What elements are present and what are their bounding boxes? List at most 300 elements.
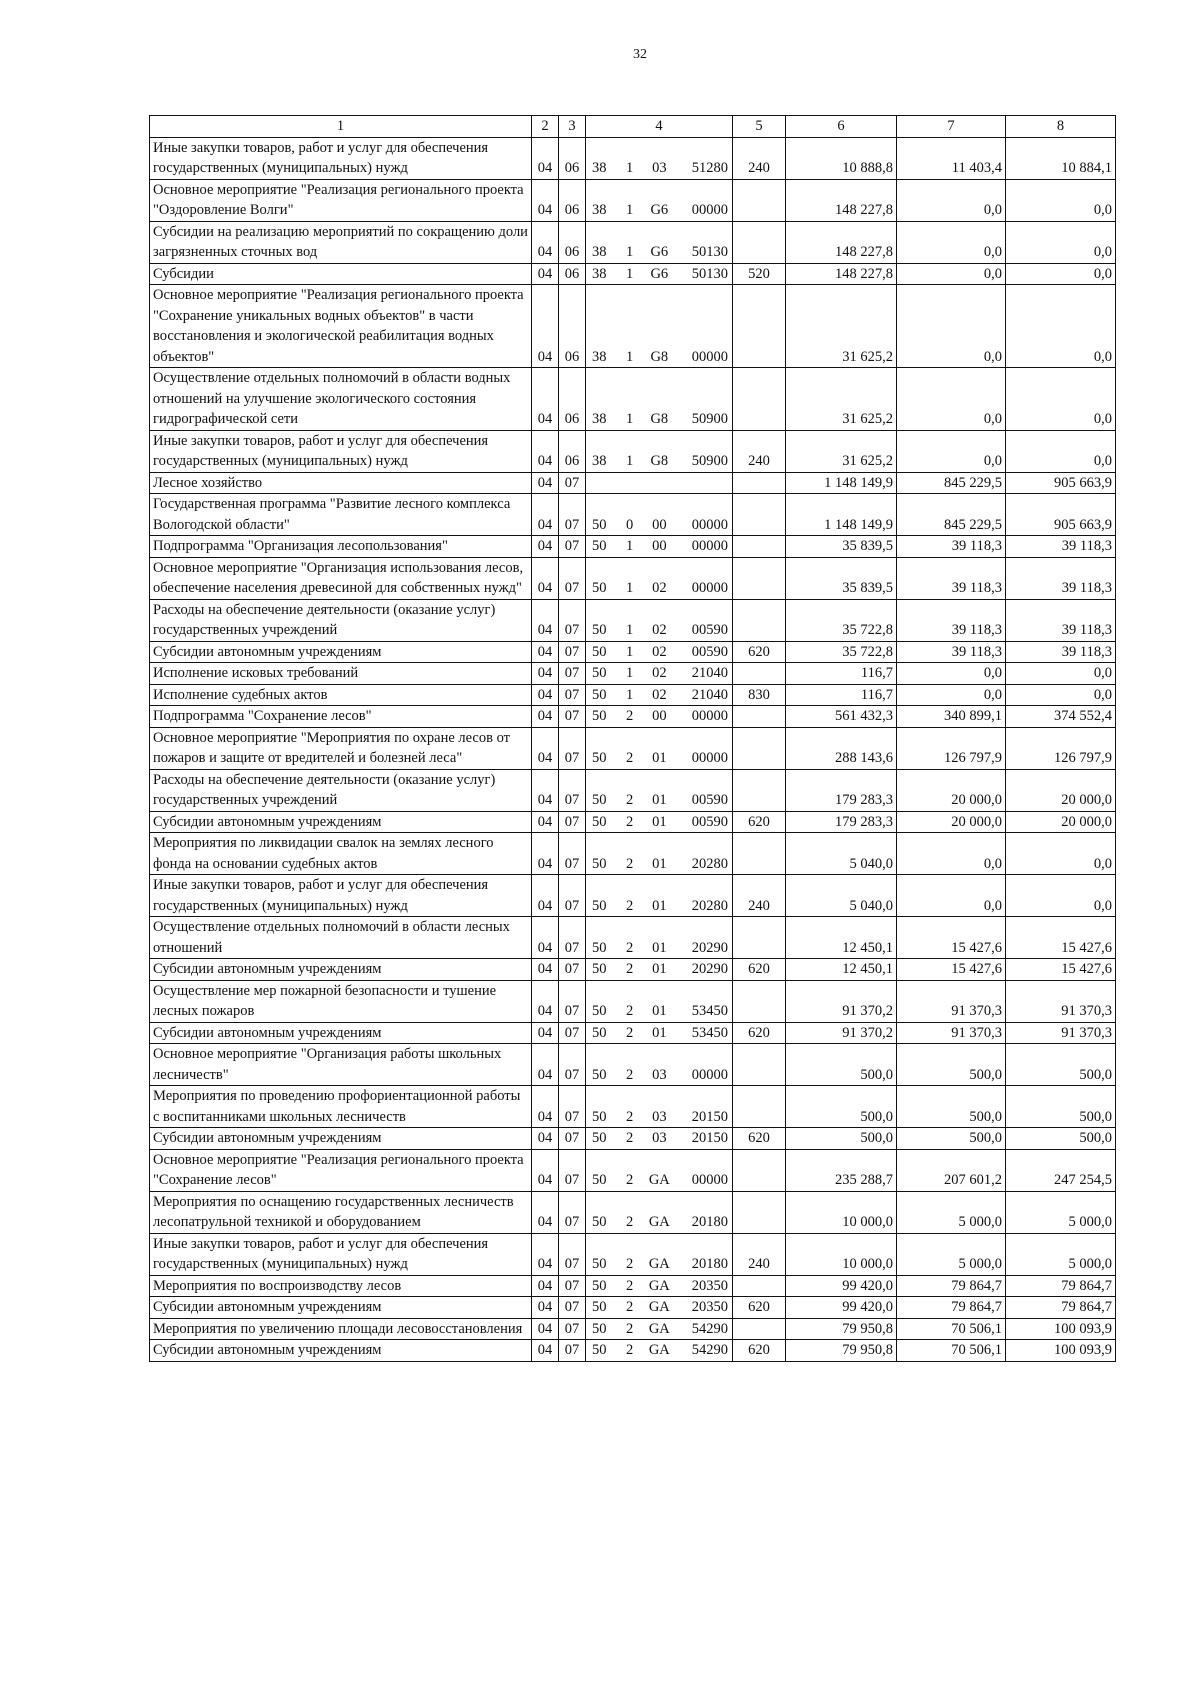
target-article-code <box>586 811 733 833</box>
section-code: 04 <box>532 875 559 917</box>
section-code: 04 <box>532 1191 559 1233</box>
table-row <box>150 1022 1116 1044</box>
expense-type-code: 830 <box>733 684 786 706</box>
subsection-code: 06 <box>559 221 586 263</box>
row-name: Государственная программа "Развитие лесного комплекса Вологодской области" <box>150 494 532 536</box>
table-row <box>150 137 1116 179</box>
row-name: Подпрограмма "Сохранение лесов" <box>150 706 532 728</box>
amount-year-3: 0,0 <box>1006 833 1116 875</box>
row-name: Лесное хозяйство <box>150 472 532 494</box>
code-activity: 01 <box>652 939 667 956</box>
code-program: 50 <box>592 897 607 914</box>
amount-year-1: 12 450,1 <box>786 959 897 981</box>
code-direction: 20350 <box>691 1277 728 1294</box>
table-row <box>150 663 1116 685</box>
code-activity: 01 <box>652 1024 667 1041</box>
expense-type-code: 620 <box>733 959 786 981</box>
table-row <box>150 1340 1116 1362</box>
expense-type-code <box>733 368 786 431</box>
amount-year-1: 116,7 <box>786 684 897 706</box>
code-subprogram: 1 <box>626 348 634 365</box>
code-activity: 01 <box>652 1003 667 1019</box>
target-article-code <box>586 684 733 706</box>
code-activity: G8 <box>650 453 669 469</box>
expense-type-code: 620 <box>733 1128 786 1150</box>
section-code: 04 <box>532 285 559 368</box>
target-article-code <box>586 472 733 494</box>
target-article-code <box>586 917 733 959</box>
row-name: Субсидии автономным учреждениям <box>150 1297 532 1319</box>
row-name: Расходы на обеспечение деятельности (оказание услуг) государственных учреждений <box>150 769 532 811</box>
section-code: 04 <box>532 1086 559 1128</box>
amount-year-3: 10 884,1 <box>1006 137 1116 179</box>
code-program: 50 <box>592 1277 607 1294</box>
amount-year-3: 500,0 <box>1006 1128 1116 1150</box>
amount-year-2: 5 000,0 <box>897 1191 1006 1233</box>
section-code: 04 <box>532 706 559 728</box>
row-name: Основное мероприятие "Реализация регионального проекта "Сохранение уникальных водных объектов" в части восстановления и экологической реабилитация водных объектов" <box>150 285 532 368</box>
amount-year-2: 845 229,5 <box>897 472 1006 494</box>
code-program: 38 <box>592 244 607 260</box>
expense-type-code: 520 <box>733 263 786 285</box>
code-subprogram: 1 <box>626 244 634 260</box>
code-program: 50 <box>592 1342 607 1358</box>
section-code: 04 <box>532 557 559 599</box>
code-activity: 01 <box>652 961 667 977</box>
row-name: Субсидии автономным учреждениям <box>150 1128 532 1150</box>
row-name: Субсидии автономным учреждениям <box>150 959 532 981</box>
section-code: 04 <box>532 684 559 706</box>
target-article-code <box>586 1233 733 1275</box>
target-article-code <box>586 1297 733 1319</box>
table-row <box>150 769 1116 811</box>
section-code: 04 <box>532 1149 559 1191</box>
expense-type-code <box>733 663 786 685</box>
target-article-code <box>586 875 733 917</box>
code-program: 50 <box>592 1320 607 1337</box>
amount-year-1: 35 839,5 <box>786 536 897 558</box>
code-subprogram: 2 <box>626 897 634 914</box>
table-row <box>150 980 1116 1022</box>
code-direction: 54290 <box>691 1342 728 1358</box>
subsection-code: 07 <box>559 684 586 706</box>
amount-year-2: 70 506,1 <box>897 1318 1006 1340</box>
column-header: 4 <box>586 116 733 138</box>
row-name: Субсидии автономным учреждениям <box>150 1022 532 1044</box>
amount-year-1: 179 283,3 <box>786 811 897 833</box>
code-program: 50 <box>592 1299 607 1315</box>
subsection-code: 06 <box>559 179 586 221</box>
row-name: Мероприятия по ликвидации свалок на землях лесного фонда на основании судебных актов <box>150 833 532 875</box>
code-activity: 03 <box>652 1130 667 1146</box>
row-name: Мероприятия по увеличению площади лесовосстановления <box>150 1318 532 1340</box>
code-direction: 00000 <box>691 1172 728 1188</box>
amount-year-1: 148 227,8 <box>786 179 897 221</box>
row-name: Субсидии автономным учреждениям <box>150 641 532 663</box>
amount-year-1: 148 227,8 <box>786 263 897 285</box>
target-article-code <box>586 706 733 728</box>
table-row <box>150 811 1116 833</box>
code-program: 38 <box>592 453 607 469</box>
code-subprogram: 1 <box>626 686 634 703</box>
amount-year-1: 35 722,8 <box>786 641 897 663</box>
table-body <box>150 116 1116 1362</box>
amount-year-2: 0,0 <box>897 833 1006 875</box>
amount-year-3: 0,0 <box>1006 285 1116 368</box>
target-article-code <box>586 285 733 368</box>
target-article-code <box>586 368 733 431</box>
subsection-code: 07 <box>559 1044 586 1086</box>
code-direction: 00000 <box>691 538 728 554</box>
expense-type-code: 620 <box>733 641 786 663</box>
amount-year-1: 500,0 <box>786 1044 897 1086</box>
code-direction: 20290 <box>691 939 728 956</box>
code-program: 50 <box>592 1214 607 1230</box>
amount-year-1: 10 000,0 <box>786 1233 897 1275</box>
amount-year-2: 39 118,3 <box>897 557 1006 599</box>
code-subprogram: 1 <box>626 665 634 681</box>
section-code: 04 <box>532 1128 559 1150</box>
amount-year-2: 70 506,1 <box>897 1340 1006 1362</box>
target-article-code <box>586 494 733 536</box>
page-number: 32 <box>633 47 647 62</box>
column-header: 8 <box>1006 116 1116 138</box>
target-article-code <box>586 1086 733 1128</box>
code-subprogram: 2 <box>626 1130 634 1146</box>
amount-year-3: 5 000,0 <box>1006 1233 1116 1275</box>
code-subprogram: 1 <box>626 580 634 596</box>
section-code: 04 <box>532 1297 559 1319</box>
amount-year-3: 5 000,0 <box>1006 1191 1116 1233</box>
row-name: Субсидии на реализацию мероприятий по сокращению доли загрязненных сточных вод <box>150 221 532 263</box>
amount-year-1: 148 227,8 <box>786 221 897 263</box>
code-direction: 50130 <box>691 265 728 282</box>
code-direction: 20290 <box>691 961 728 977</box>
code-direction: 00590 <box>691 622 728 638</box>
expense-type-code <box>733 917 786 959</box>
target-article-code <box>586 1191 733 1233</box>
subsection-code: 07 <box>559 959 586 981</box>
target-article-code <box>586 1128 733 1150</box>
code-activity: G6 <box>650 244 669 260</box>
amount-year-1: 79 950,8 <box>786 1340 897 1362</box>
code-program: 50 <box>592 686 607 703</box>
table-row <box>150 1233 1116 1275</box>
code-program: 38 <box>592 202 607 218</box>
amount-year-3: 500,0 <box>1006 1044 1116 1086</box>
code-program: 50 <box>592 855 607 872</box>
subsection-code: 07 <box>559 1318 586 1340</box>
code-subprogram: 2 <box>626 1172 634 1188</box>
amount-year-3: 905 663,9 <box>1006 494 1116 536</box>
expense-type-code: 240 <box>733 875 786 917</box>
code-activity: 01 <box>652 855 667 872</box>
code-direction: 00590 <box>691 792 728 808</box>
amount-year-1: 31 625,2 <box>786 285 897 368</box>
table-row <box>150 1191 1116 1233</box>
header-row <box>150 116 1116 138</box>
amount-year-3: 0,0 <box>1006 684 1116 706</box>
code-direction: 20280 <box>691 855 728 872</box>
code-subprogram: 2 <box>626 813 634 830</box>
expense-type-code: 620 <box>733 811 786 833</box>
code-subprogram: 1 <box>626 538 634 554</box>
code-activity: 02 <box>652 665 667 681</box>
target-article-code <box>586 769 733 811</box>
code-program: 50 <box>592 1003 607 1019</box>
row-name: Субсидии автономным учреждениям <box>150 1340 532 1362</box>
code-activity: 02 <box>652 686 667 703</box>
amount-year-2: 5 000,0 <box>897 1233 1006 1275</box>
code-program: 50 <box>592 939 607 956</box>
amount-year-2: 0,0 <box>897 221 1006 263</box>
table-row <box>150 557 1116 599</box>
subsection-code: 06 <box>559 430 586 472</box>
section-code: 04 <box>532 1233 559 1275</box>
amount-year-2: 0,0 <box>897 684 1006 706</box>
amount-year-2: 91 370,3 <box>897 1022 1006 1044</box>
code-direction: 00000 <box>691 708 728 724</box>
amount-year-1: 288 143,6 <box>786 727 897 769</box>
expense-type-code <box>733 179 786 221</box>
section-code: 04 <box>532 263 559 285</box>
target-article-code <box>586 980 733 1022</box>
subsection-code: 06 <box>559 285 586 368</box>
code-activity: 03 <box>652 160 667 176</box>
table-row <box>150 875 1116 917</box>
expense-type-code <box>733 221 786 263</box>
table-row <box>150 263 1116 285</box>
code-direction: 20180 <box>691 1214 728 1230</box>
code-program: 38 <box>592 348 607 365</box>
table-row <box>150 179 1116 221</box>
row-name: Основное мероприятие "Реализация регионального проекта "Оздоровление Волги" <box>150 179 532 221</box>
code-direction: 00590 <box>691 643 728 660</box>
subsection-code: 07 <box>559 641 586 663</box>
row-name: Субсидии автономным учреждениям <box>150 811 532 833</box>
code-direction: 20150 <box>691 1130 728 1146</box>
code-subprogram: 2 <box>626 855 634 872</box>
amount-year-2: 11 403,4 <box>897 137 1006 179</box>
section-code: 04 <box>532 811 559 833</box>
code-direction: 20150 <box>691 1108 728 1125</box>
section-code: 04 <box>532 1022 559 1044</box>
amount-year-2: 500,0 <box>897 1086 1006 1128</box>
amount-year-1: 1 148 149,9 <box>786 494 897 536</box>
subsection-code: 07 <box>559 1275 586 1297</box>
code-direction: 21040 <box>691 686 728 703</box>
row-name: Исполнение исковых требований <box>150 663 532 685</box>
code-subprogram: 1 <box>626 643 634 660</box>
code-direction: 00000 <box>691 750 728 766</box>
code-subprogram: 2 <box>626 1066 634 1083</box>
code-subprogram: 1 <box>626 453 634 469</box>
column-header: 3 <box>559 116 586 138</box>
subsection-code: 07 <box>559 980 586 1022</box>
code-subprogram: 2 <box>626 1003 634 1019</box>
code-program: 38 <box>592 160 607 176</box>
code-subprogram: 1 <box>626 202 634 218</box>
amount-year-2: 0,0 <box>897 263 1006 285</box>
table-row <box>150 472 1116 494</box>
amount-year-3: 0,0 <box>1006 430 1116 472</box>
code-activity: G6 <box>650 202 669 218</box>
row-name: Иные закупки товаров, работ и услуг для обеспечения государственных (муниципальных) нужд <box>150 1233 532 1275</box>
table-row <box>150 536 1116 558</box>
row-name: Основное мероприятие "Организация использования лесов, обеспечение населения древесиной для собственных нужд" <box>150 557 532 599</box>
code-activity: G6 <box>650 265 669 282</box>
amount-year-1: 10 000,0 <box>786 1191 897 1233</box>
code-subprogram: 0 <box>626 516 634 533</box>
row-name: Иные закупки товаров, работ и услуг для обеспечения государственных (муниципальных) нужд <box>150 430 532 472</box>
amount-year-3: 20 000,0 <box>1006 811 1116 833</box>
amount-year-3: 15 427,6 <box>1006 959 1116 981</box>
amount-year-2: 500,0 <box>897 1044 1006 1086</box>
expense-type-code <box>733 833 786 875</box>
code-subprogram: 2 <box>626 961 634 977</box>
amount-year-1: 31 625,2 <box>786 430 897 472</box>
amount-year-3: 79 864,7 <box>1006 1297 1116 1319</box>
code-subprogram: 2 <box>626 1277 634 1294</box>
code-activity: G8 <box>650 348 669 365</box>
code-program: 50 <box>592 1130 607 1146</box>
amount-year-1: 91 370,2 <box>786 980 897 1022</box>
subsection-code: 07 <box>559 536 586 558</box>
row-name: Основное мероприятие "Организация работы школьных лесничеств" <box>150 1044 532 1086</box>
code-activity: GA <box>648 1320 670 1337</box>
code-activity: 03 <box>652 1066 667 1083</box>
row-name: Расходы на обеспечение деятельности (оказание услуг) государственных учреждений <box>150 599 532 641</box>
expense-type-code: 620 <box>733 1022 786 1044</box>
target-article-code <box>586 1022 733 1044</box>
expense-type-code: 240 <box>733 137 786 179</box>
amount-year-2: 39 118,3 <box>897 536 1006 558</box>
section-code: 04 <box>532 1275 559 1297</box>
subsection-code: 07 <box>559 833 586 875</box>
subsection-code: 07 <box>559 557 586 599</box>
amount-year-1: 35 722,8 <box>786 599 897 641</box>
code-program: 50 <box>592 665 607 681</box>
subsection-code: 07 <box>559 1086 586 1128</box>
amount-year-3: 39 118,3 <box>1006 536 1116 558</box>
amount-year-2: 79 864,7 <box>897 1275 1006 1297</box>
amount-year-1: 179 283,3 <box>786 769 897 811</box>
expense-type-code <box>733 599 786 641</box>
amount-year-1: 35 839,5 <box>786 557 897 599</box>
code-program: 38 <box>592 265 607 282</box>
subsection-code: 07 <box>559 1297 586 1319</box>
section-code: 04 <box>532 641 559 663</box>
code-direction: 50900 <box>691 453 728 469</box>
target-article-code <box>586 1044 733 1086</box>
section-code: 04 <box>532 917 559 959</box>
expense-type-code <box>733 980 786 1022</box>
row-name: Осуществление отдельных полномочий в области водных отношений на улучшение экологического состояния гидрографической сети <box>150 368 532 431</box>
target-article-code <box>586 641 733 663</box>
amount-year-2: 91 370,3 <box>897 980 1006 1022</box>
code-program: 50 <box>592 813 607 830</box>
expense-type-code: 240 <box>733 430 786 472</box>
code-direction: 20280 <box>691 897 728 914</box>
subsection-code: 07 <box>559 727 586 769</box>
code-subprogram: 2 <box>626 1214 634 1230</box>
amount-year-2: 39 118,3 <box>897 599 1006 641</box>
code-direction: 20350 <box>691 1299 728 1315</box>
amount-year-3: 374 552,4 <box>1006 706 1116 728</box>
amount-year-1: 116,7 <box>786 663 897 685</box>
subsection-code: 07 <box>559 1340 586 1362</box>
code-program: 50 <box>592 643 607 660</box>
code-subprogram: 2 <box>626 939 634 956</box>
table-row <box>150 1297 1116 1319</box>
amount-year-1: 12 450,1 <box>786 917 897 959</box>
amount-year-2: 0,0 <box>897 875 1006 917</box>
subsection-code: 07 <box>559 811 586 833</box>
target-article-code <box>586 179 733 221</box>
code-program: 50 <box>592 1066 607 1083</box>
section-code: 04 <box>532 663 559 685</box>
amount-year-1: 500,0 <box>786 1086 897 1128</box>
target-article-code <box>586 663 733 685</box>
amount-year-1: 31 625,2 <box>786 368 897 431</box>
code-program: 50 <box>592 516 607 533</box>
amount-year-1: 91 370,2 <box>786 1022 897 1044</box>
target-article-code <box>586 536 733 558</box>
table-row <box>150 833 1116 875</box>
section-code: 04 <box>532 599 559 641</box>
row-name: Субсидии <box>150 263 532 285</box>
amount-year-3: 100 093,9 <box>1006 1318 1116 1340</box>
section-code: 04 <box>532 980 559 1022</box>
row-name: Осуществление отдельных полномочий в области лесных отношений <box>150 917 532 959</box>
expense-type-code <box>733 727 786 769</box>
amount-year-3: 91 370,3 <box>1006 980 1116 1022</box>
section-code: 04 <box>532 536 559 558</box>
section-code: 04 <box>532 727 559 769</box>
code-subprogram: 2 <box>626 750 634 766</box>
code-activity: 00 <box>652 538 667 554</box>
target-article-code <box>586 1149 733 1191</box>
code-subprogram: 1 <box>626 411 634 427</box>
expense-type-code <box>733 769 786 811</box>
target-article-code <box>586 727 733 769</box>
amount-year-3: 126 797,9 <box>1006 727 1116 769</box>
amount-year-1: 1 148 149,9 <box>786 472 897 494</box>
target-article-code <box>586 263 733 285</box>
code-direction: 53450 <box>691 1024 728 1041</box>
table-row <box>150 430 1116 472</box>
target-article-code <box>586 959 733 981</box>
expense-type-code <box>733 536 786 558</box>
subsection-code: 07 <box>559 494 586 536</box>
amount-year-3: 79 864,7 <box>1006 1275 1116 1297</box>
subsection-code: 06 <box>559 368 586 431</box>
code-program: 50 <box>592 1108 607 1125</box>
code-direction: 00000 <box>691 516 728 533</box>
expense-type-code <box>733 494 786 536</box>
code-activity: GA <box>648 1214 670 1230</box>
code-subprogram: 2 <box>626 1320 634 1337</box>
code-activity: 02 <box>652 643 667 660</box>
amount-year-1: 79 950,8 <box>786 1318 897 1340</box>
code-program: 50 <box>592 708 607 724</box>
expense-type-code <box>733 1044 786 1086</box>
column-header: 6 <box>786 116 897 138</box>
column-header: 1 <box>150 116 532 138</box>
code-direction: 00000 <box>691 1066 728 1083</box>
row-name: Мероприятия по проведению профориентационной работы с воспитанниками школьных лесничеств <box>150 1086 532 1128</box>
section-code: 04 <box>532 430 559 472</box>
